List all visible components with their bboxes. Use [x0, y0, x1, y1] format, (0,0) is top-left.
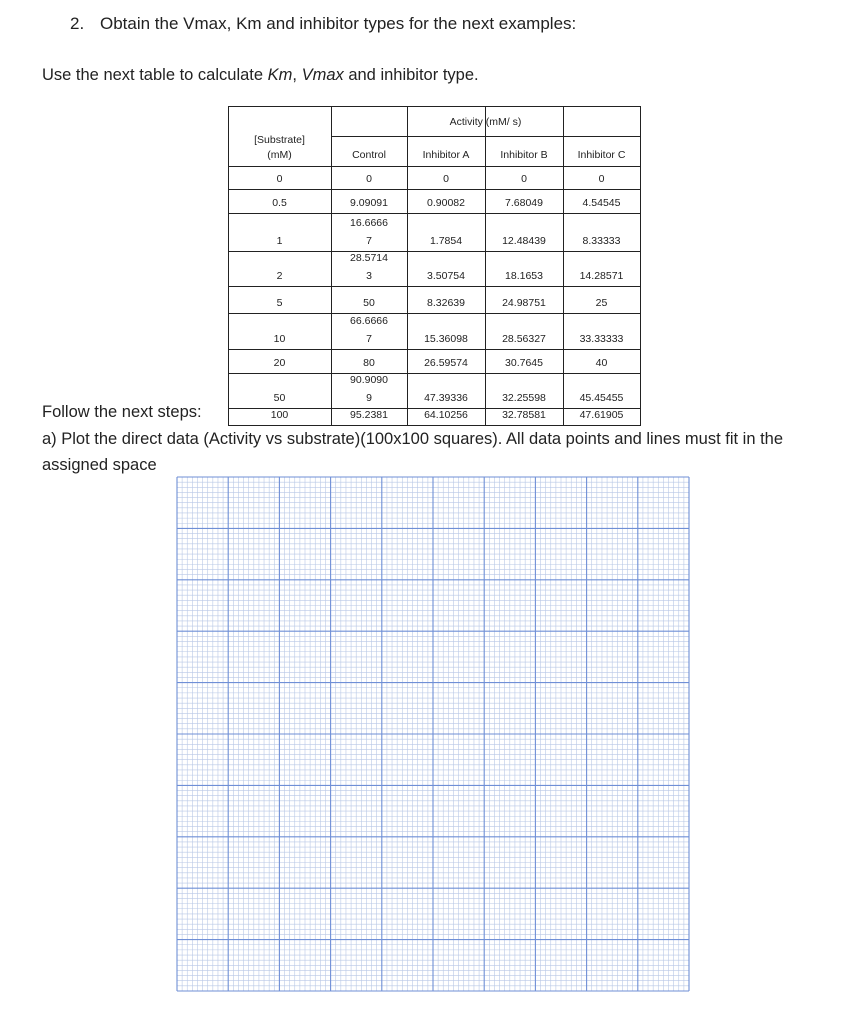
instruction-prefix: Use the next table to calculate	[42, 66, 268, 84]
column-header: Inhibitor A	[422, 149, 470, 161]
substrate-header-line2: (mM)	[267, 149, 292, 161]
inhibitor-b-cell: 0	[521, 173, 527, 185]
substrate-cell: 50	[273, 392, 286, 404]
substrate-cell: 1	[276, 235, 283, 247]
inhibitor-b-cell: 30.7645	[505, 357, 543, 369]
column-header: Control	[352, 149, 386, 161]
table-hline	[228, 373, 641, 374]
inhibitor-a-cell: 0	[443, 173, 449, 185]
question-heading	[70, 14, 576, 34]
control-cell: 50	[363, 297, 375, 309]
step-a-text: a) Plot the direct data (Activity vs substrate)(100x100 squares). All data points and lines must fit in the	[42, 430, 784, 448]
graph-paper	[176, 476, 690, 992]
control-cell-line2: 7	[366, 235, 372, 247]
substrate-cell: 100	[270, 409, 289, 421]
inhibitor-a-cell: 26.59574	[424, 357, 468, 369]
inhibitor-c-cell: 45.45455	[579, 392, 624, 404]
inhibitor-b-cell: 28.56327	[502, 333, 546, 345]
question-text: Obtain the Vmax, Km and inhibitor types for the next examples:	[100, 14, 577, 33]
inhibitor-b-cell: 7.68049	[505, 197, 543, 209]
inhibitor-a-cell: 1.7854	[429, 235, 463, 247]
instruction-vmax: Vmax	[301, 66, 344, 84]
activity-group-header: Activity (mM/ s)	[449, 116, 522, 128]
substrate-cell: 0	[276, 173, 283, 185]
inhibitor-b-cell: 32.25598	[502, 392, 546, 404]
inhibitor-a-cell: 0.90082	[427, 197, 465, 209]
column-header: Inhibitor C	[577, 149, 626, 161]
control-cell-line1: 66.6666	[350, 315, 388, 327]
table-hline	[228, 213, 641, 214]
table-hline	[228, 313, 641, 314]
question-number: 2.	[70, 14, 85, 33]
inhibitor-a-cell: 15.36098	[424, 333, 468, 345]
control-cell-line2: 9	[366, 392, 372, 404]
instruction-suffix: and inhibitor type.	[343, 66, 479, 84]
instruction-comma: ,	[292, 66, 302, 84]
control-cell-line1: 16.6666	[350, 217, 388, 229]
inhibitor-a-cell: 3.50754	[427, 270, 465, 282]
substrate-cell: 10	[273, 333, 286, 345]
data-table	[228, 106, 641, 425]
control-cell-line2: 3	[366, 270, 372, 282]
control-cell-line2: 7	[366, 333, 372, 345]
inhibitor-b-cell: 18.1653	[505, 270, 543, 282]
control-cell: 80	[363, 357, 375, 369]
control-cell: 0	[366, 173, 372, 185]
table-vline	[640, 106, 641, 425]
table-hline	[228, 106, 641, 107]
column-header: Inhibitor B	[500, 149, 548, 161]
inhibitor-b-cell: 12.48439	[502, 235, 546, 247]
inhibitor-c-cell: 25	[595, 297, 608, 309]
inhibitor-a-cell: 8.32639	[427, 297, 465, 309]
table-hline	[228, 189, 641, 190]
substrate-cell: 5	[276, 297, 283, 309]
control-cell-line1: 28.5714	[350, 252, 388, 264]
instruction-km: Km	[267, 66, 293, 84]
steps-heading: Follow the next steps:	[42, 403, 202, 421]
inhibitor-b-cell: 24.98751	[502, 297, 546, 309]
step-a-text-continued: assigned space	[42, 456, 157, 474]
inhibitor-c-cell: 0	[598, 173, 605, 185]
inhibitor-c-cell: 33.33333	[579, 333, 624, 345]
table-hline	[228, 286, 641, 287]
table-hline	[228, 349, 641, 350]
table-hline	[228, 166, 641, 167]
control-cell: 9.09091	[350, 197, 388, 209]
inhibitor-a-cell: 47.39336	[424, 392, 468, 404]
inhibitor-a-cell: 64.10256	[424, 409, 468, 421]
table-hline	[228, 251, 641, 252]
substrate-cell: 0.5	[272, 197, 287, 209]
substrate-cell: 2	[276, 270, 283, 282]
control-cell-line1: 90.9090	[350, 374, 388, 386]
inhibitor-c-cell: 8.33333	[582, 235, 621, 247]
substrate-header-line1: [Substrate]	[254, 134, 305, 146]
inhibitor-c-cell: 47.61905	[579, 409, 624, 421]
inhibitor-c-cell: 14.28571	[579, 270, 624, 282]
inhibitor-b-cell: 32.78581	[502, 409, 546, 421]
inhibitor-c-cell: 40	[595, 357, 608, 369]
instruction-text	[42, 66, 479, 85]
inhibitor-c-cell: 4.54545	[582, 197, 621, 209]
control-cell: 95.2381	[350, 409, 388, 421]
substrate-cell: 20	[273, 357, 286, 369]
table-hline	[228, 425, 641, 426]
table-subheader-line	[331, 136, 641, 137]
